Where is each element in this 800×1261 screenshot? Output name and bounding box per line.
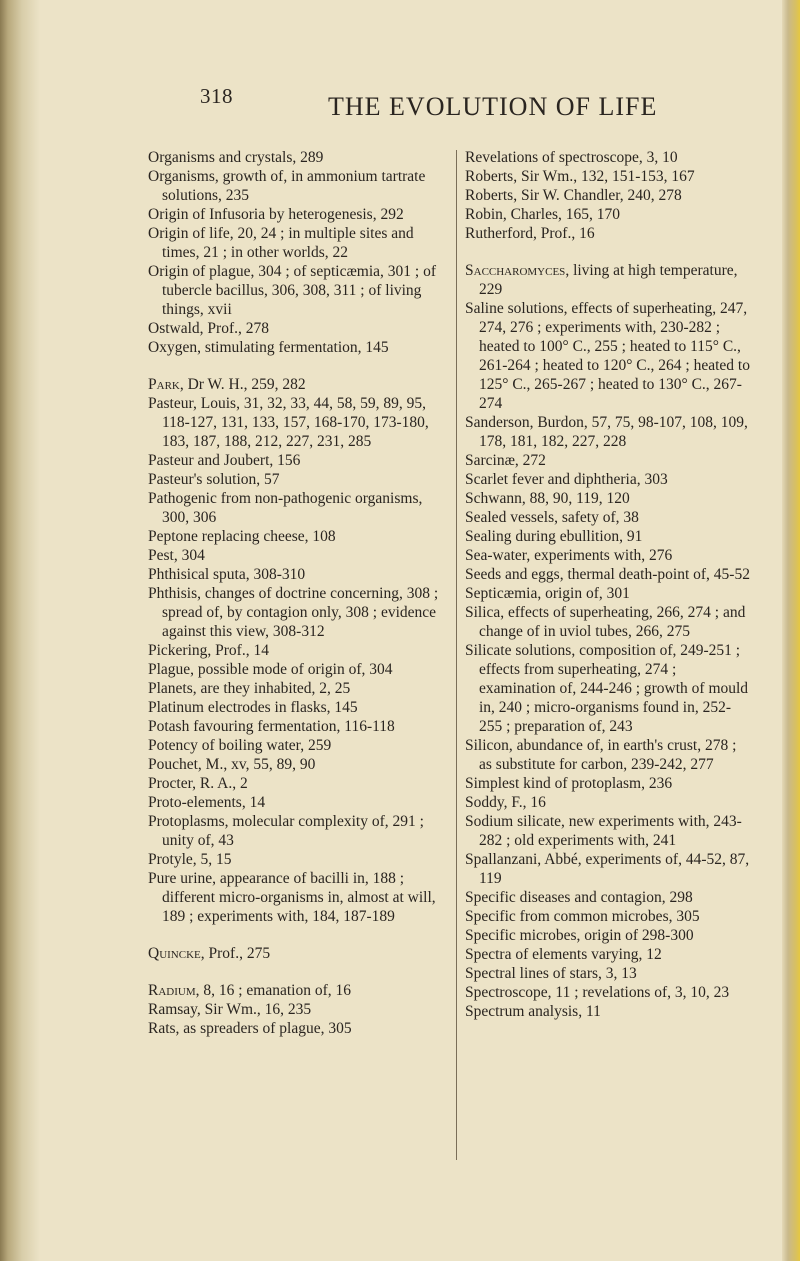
entry-group-o (148, 148, 448, 357)
index-entry: Potency of boiling water, 259 (148, 737, 332, 754)
index-entry: Oxygen, stimulating fermentation, 145 (148, 339, 389, 356)
index-entry: Spectrum analysis, 11 (465, 1003, 601, 1020)
entry-group-r-cont (465, 148, 750, 243)
index-entry: Pure urine, appearance of bacilli in, 188 ; different micro-organisms in, almost at will, 189 ; experiments with, 184, 187-189 (148, 870, 436, 925)
book-edge-right (782, 0, 800, 1261)
index-entry: Plague, possible mode of origin of, 304 (148, 661, 393, 678)
entry-lead-word: Saccharomyces (465, 262, 566, 279)
index-entry: Specific microbes, origin of 298-300 (465, 927, 694, 944)
index-entry: Silicate solutions, composition of, 249-251 ; effects from superheating, 274 ; examination of, 244-246 ; growth of mould in, 240 ; micro-organisms found in, 252-255 ; preparation of, 243 (465, 642, 749, 735)
index-entry: Pasteur, Louis, 31, 32, 33, 44, 58, 59, 89, 95, 118-127, 131, 133, 157, 168-170, 173-180, 183, 187, 188, 212, 227, 231, 285 (148, 395, 429, 450)
index-entry: Spallanzani, Abbé, experiments of, 44-52, 87, 119 (465, 851, 750, 887)
running-title: THE EVOLUTION OF LIFE (328, 92, 658, 121)
index-entry: Simplest kind of protoplasm, 236 (465, 775, 673, 792)
column-divider (456, 150, 457, 1160)
index-entry: Proto-elements, 14 (148, 794, 266, 811)
index-entry: Platinum electrodes in flasks, 145 (148, 699, 358, 716)
index-entry: Sea-water, experiments with, 276 (465, 547, 673, 564)
index-entry: Spectra of elements varying, 12 (465, 946, 662, 963)
index-entry: Robin, Charles, 165, 170 (465, 206, 620, 223)
index-entry: Specific diseases and contagion, 298 (465, 889, 693, 906)
index-entry: Spectral lines of stars, 3, 13 (465, 965, 637, 982)
index-column-left (148, 148, 448, 1038)
index-entry: Origin of Infusoria by heterogenesis, 292 (148, 206, 404, 223)
index-entry: Sealed vessels, safety of, 38 (465, 509, 639, 526)
index-entry: Organisms and crystals, 289 (148, 149, 324, 166)
index-entry: Saline solutions, effects of superheating, 247, 274, 276 ; experiments with, 230-282 ; heated to 100° C., 255 ; heated to 115° C., 261-264 ; heated to 120° C., 264 ; heated to 125° C., 265-267 ; heated to 130° C., 267-274 (465, 300, 750, 412)
index-entry: Origin of plague, 304 ; of septicæmia, 301 ; of tubercle bacillus, 306, 308, 311 ; of living things, xvii (148, 263, 436, 318)
index-entry: Scarlet fever and diphtheria, 303 (465, 471, 668, 488)
index-entry (148, 375, 448, 394)
entry-group-s (465, 261, 750, 1021)
index-entry: Silicon, abundance of, in earth's crust, 278 ; as substitute for carbon, 239-242, 277 (465, 737, 737, 773)
index-entry: Potash favouring fermentation, 116-118 (148, 718, 395, 735)
index-column-right (465, 148, 750, 1021)
index-entry: Silica, effects of superheating, 266, 274 ; and change of in uviol tubes, 266, 275 (465, 604, 746, 640)
index-entry: Septicæmia, origin of, 301 (465, 585, 630, 602)
index-entry: Organisms, growth of, in ammonium tartrate solutions, 235 (148, 168, 426, 204)
index-entry: Pasteur's solution, 57 (148, 471, 280, 488)
index-entry: Sealing during ebullition, 91 (465, 528, 643, 545)
index-entry: Schwann, 88, 90, 119, 120 (465, 490, 630, 507)
index-entry: Roberts, Sir W. Chandler, 240, 278 (465, 187, 682, 204)
entry-lead-word: Quincke (148, 945, 201, 962)
index-entry: Ostwald, Prof., 278 (148, 320, 269, 337)
index-entry: Roberts, Sir Wm., 132, 151-153, 167 (465, 168, 695, 185)
page-number: 318 (200, 84, 233, 108)
index-entry: Sarcinæ, 272 (465, 452, 546, 469)
index-entry: Soddy, F., 16 (465, 794, 546, 811)
index-entry: Peptone replacing cheese, 108 (148, 528, 336, 545)
index-entry: Sodium silicate, new experiments with, 243-282 ; old experiments with, 241 (465, 813, 742, 849)
index-entry: Specific from common microbes, 305 (465, 908, 700, 925)
index-entry: Phthisis, changes of doctrine concerning, 308 ; spread of, by contagion only, 308 ; evidence against this view, 308-312 (148, 585, 439, 640)
index-entry (148, 944, 448, 963)
index-entry: Protyle, 5, 15 (148, 851, 232, 868)
index-entry: Revelations of spectroscope, 3, 10 (465, 149, 678, 166)
entry-lead-word: Radium (148, 982, 196, 999)
index-entry: Pasteur and Joubert, 156 (148, 452, 301, 469)
index-entry: Phthisical sputa, 308-310 (148, 566, 306, 583)
index-entry: Rats, as spreaders of plague, 305 (148, 1020, 352, 1037)
index-entry: Origin of life, 20, 24 ; in multiple sites and times, 21 ; in other worlds, 22 (148, 225, 414, 261)
index-entry: Protoplasms, molecular complexity of, 291 ; unity of, 43 (148, 813, 424, 849)
index-entry: Procter, R. A., 2 (148, 775, 248, 792)
index-entry: Planets, are they inhabited, 2, 25 (148, 680, 351, 697)
entry-rest: , Prof., 275 (200, 945, 271, 962)
index-entry: Spectroscope, 11 ; revelations of, 3, 10, 23 (465, 984, 730, 1001)
index-entry: Pest, 304 (148, 547, 205, 564)
entry-group-r (148, 981, 448, 1038)
book-gutter-left (0, 0, 40, 1261)
index-entry: Pathogenic from non-pathogenic organisms, 300, 306 (148, 490, 423, 526)
index-entry: Rutherford, Prof., 16 (465, 225, 595, 242)
index-entry (148, 981, 448, 1000)
index-entry (465, 261, 750, 299)
index-entry: Ramsay, Sir Wm., 16, 235 (148, 1001, 312, 1018)
entry-rest: , living at high temperature, 229 (479, 262, 738, 298)
entry-rest: , 8, 16 ; emanation of, 16 (195, 982, 352, 999)
entry-group-p (148, 375, 448, 926)
index-entry: Sanderson, Burdon, 57, 75, 98-107, 108, 109, 178, 181, 182, 227, 228 (465, 414, 748, 450)
index-entry: Seeds and eggs, thermal death-point of, 45-52 (465, 566, 750, 583)
entry-lead-word: Park (148, 376, 180, 393)
index-entry: Pouchet, M., xv, 55, 89, 90 (148, 756, 316, 773)
index-entry: Pickering, Prof., 14 (148, 642, 269, 659)
entry-group-q (148, 944, 448, 963)
entry-rest: , Dr W. H., 259, 282 (179, 376, 306, 393)
